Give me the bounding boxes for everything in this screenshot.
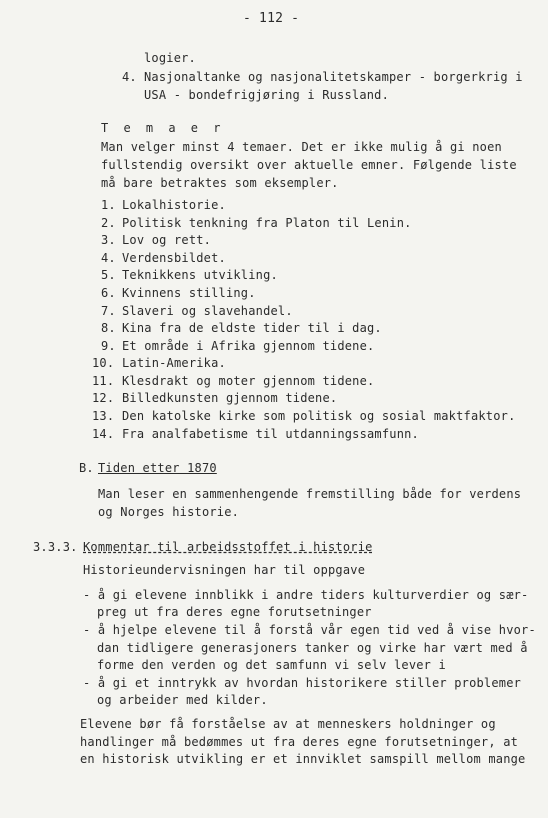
paragraph-line: en historisk utvikling er et innviklet samspill mellom mange [80,752,526,766]
list-item: Verdensbildet. [122,251,226,265]
paragraph-line: Elevene bør få forståelse av at menneskers holdninger og [80,717,496,731]
paragraph-line: og Norges historie. [98,505,240,519]
bullet-line: dan tidligere generasjoners tanker og virke har vært med å [97,641,528,655]
section-number: 3.3.3. [33,540,78,554]
list-item-number: 10. [92,356,115,370]
list-item: Et område i Afrika gjennom tidene. [122,339,375,353]
list-item: Kvinnens stilling. [122,286,256,300]
bullet-line: og arbeider med kilder. [97,693,268,707]
section-label: B. [79,461,94,475]
list-item-number: 12. [92,391,115,405]
list-item-number: 14. [92,427,115,441]
list-item: Lokalhistorie. [122,198,226,212]
bullet-line: - å gi et inntrykk av hvordan historikere stiller problemer [83,676,522,690]
list-item: Billedkunsten gjennom tidene. [122,391,338,405]
list-item: Den katolske kirke som politisk og sosial maktfaktor. [122,409,516,423]
list-item: Latin-Amerika. [122,356,226,370]
bullet-line: - å hjelpe elevene til å forstå vår egen tid ved å vise hvor- [83,623,536,637]
list-item: Lov og rett. [122,233,212,247]
section-title: Tiden etter 1870 [98,461,217,475]
list-item-number: 2. [101,216,116,230]
list-item-text: USA - bondefrigjøring i Russland. [144,88,390,102]
list-item: Slaveri og slavehandel. [122,304,293,318]
list-item: Teknikkens utvikling. [122,268,278,282]
list-item-number: 6. [101,286,116,300]
list-item-number: 5. [101,268,116,282]
paragraph-line: Man leser en sammenhengende fremstilling både for verdens [98,487,522,501]
page-number: - 112 - [243,11,300,26]
bullet-line: forme den verden og det samfunn vi selv lever i [97,658,446,672]
bullet-line: - å gi elevene innblikk i andre tiders kulturverdier og sær- [83,588,529,602]
paragraph-line: handlinger må bedømmes ut fra deres egne forutsetninger, at [80,735,519,749]
list-item-number: 4. [122,70,137,84]
bullet-line: preg ut fra deres egne forutsetninger [97,605,372,619]
list-item-text: Nasjonaltanke og nasjonalitetskamper - borgerkrig i [144,70,523,84]
list-item-number: 4. [101,251,116,265]
list-item: Politisk tenkning fra Platon til Lenin. [122,216,412,230]
continued-line: logier. [144,51,196,65]
paragraph-line: Historieundervisningen har til oppgave [83,563,366,577]
list-item-number: 1. [101,198,116,212]
list-item-number: 3. [101,233,116,247]
list-item-number: 7. [101,304,116,318]
list-item-number: 9. [101,339,116,353]
paragraph-line: må bare betraktes som eksempler. [101,176,339,190]
paragraph-line: Man velger minst 4 temaer. Det er ikke mulig å gi noen [101,140,502,154]
list-item-number: 11. [92,374,115,388]
list-item-number: 13. [92,409,115,423]
paragraph-line: fullstendig oversikt over aktuelle emner. Følgende liste [101,158,517,172]
list-item: Fra analfabetisme til utdanningssamfunn. [122,427,419,441]
list-item: Klesdrakt og moter gjennom tidene. [122,374,375,388]
section-heading-temaer: T e m a e r [101,121,225,135]
list-item-number: 8. [101,321,116,335]
section-title: Kommentar til arbeidsstoffet i historie [83,540,373,554]
list-item: Kina fra de eldste tider til i dag. [122,321,382,335]
